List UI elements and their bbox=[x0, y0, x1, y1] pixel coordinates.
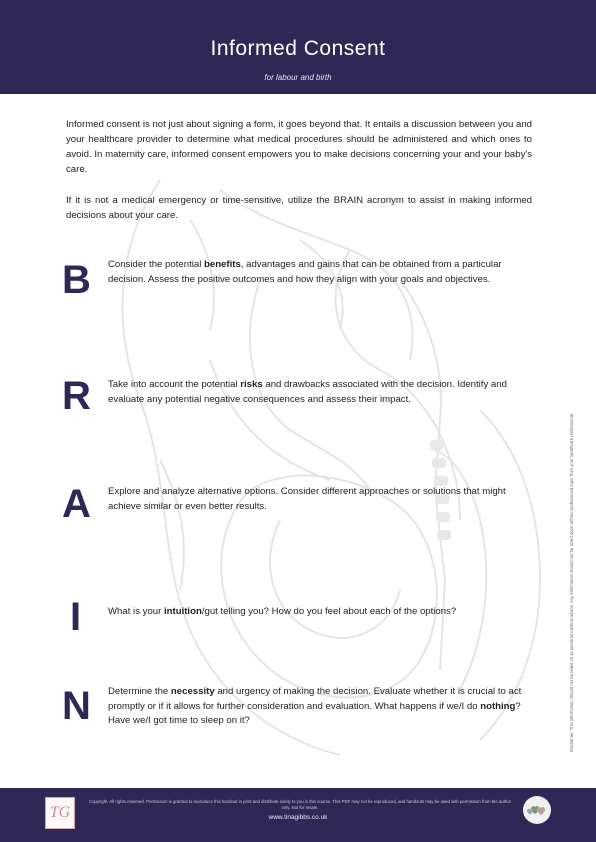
background-anatomy-illustration bbox=[100, 160, 570, 760]
brain-description-benefits: Consider the potential benefits, advantages and gains that can be obtained from a particular decision. Assess the positive outcomes and how they align with your goals and objectives. bbox=[108, 259, 502, 285]
brain-description-alternatives: Explore and analyze alternative options. Consider different approaches or solutions that might achieve similar or even better results. bbox=[108, 486, 506, 512]
brain-letter-n: N bbox=[62, 684, 91, 728]
brain-description-nothing: Determine the necessity and urgency of making the decision. Evaluate whether it is crucial to act promptly or if it allows for further consideration and evaluation. What happens if we/I do nothing? Have we/I got time to sleep on it? bbox=[108, 686, 522, 726]
brain-description-risks: Take into account the potential risks and drawbacks associated with the decision. Identify and evaluate any potential negative consequences and assess their impact. bbox=[108, 379, 507, 405]
heart-logo-icon bbox=[523, 796, 551, 824]
footer-banner bbox=[0, 788, 596, 842]
brain-letter-b: B bbox=[62, 258, 91, 302]
brain-letter-a: A bbox=[62, 482, 91, 526]
page-title: Informed Consent bbox=[210, 37, 386, 60]
page-subtitle: for labour and birth bbox=[264, 73, 332, 82]
side-disclaimer: Disclaimer: This information should not be relied on as personal medical advice. Any information should not be acted upon without professional input from your healthcare professional. bbox=[569, 412, 574, 752]
brain-description-intuition: What is your intuition/gut telling you? How do you feel about each of the options? bbox=[108, 606, 457, 617]
brand-logo: TG bbox=[45, 797, 75, 829]
brain-letter-i: I bbox=[70, 595, 82, 639]
brain-intro-paragraph: If it is not a medical emergency or time-sensitive, utilize the BRAIN acronym to assist in making informed decisions about your care. bbox=[66, 195, 532, 221]
website-link[interactable]: www.tinagibbs.co.uk bbox=[268, 814, 328, 821]
intro-paragraph: Informed consent is not just about signing a form, it goes beyond that. It entails a discussion between you and your healthcare provider to determine what medical procedures should be administered and which ones to avoid. In maternity care, informed consent empowers you to make decisions concerning your and your baby's care. bbox=[66, 119, 532, 175]
header-banner bbox=[0, 0, 596, 94]
brain-letter-r: R bbox=[62, 374, 91, 418]
copyright-notice: Copyright. All rights reserved. Permission is granted to reproduce this handout in print and distribute solely to you in this course. This PDF may not be reproduced, and handouts may be used with permission from the author only. Not for resale. bbox=[88, 799, 512, 810]
